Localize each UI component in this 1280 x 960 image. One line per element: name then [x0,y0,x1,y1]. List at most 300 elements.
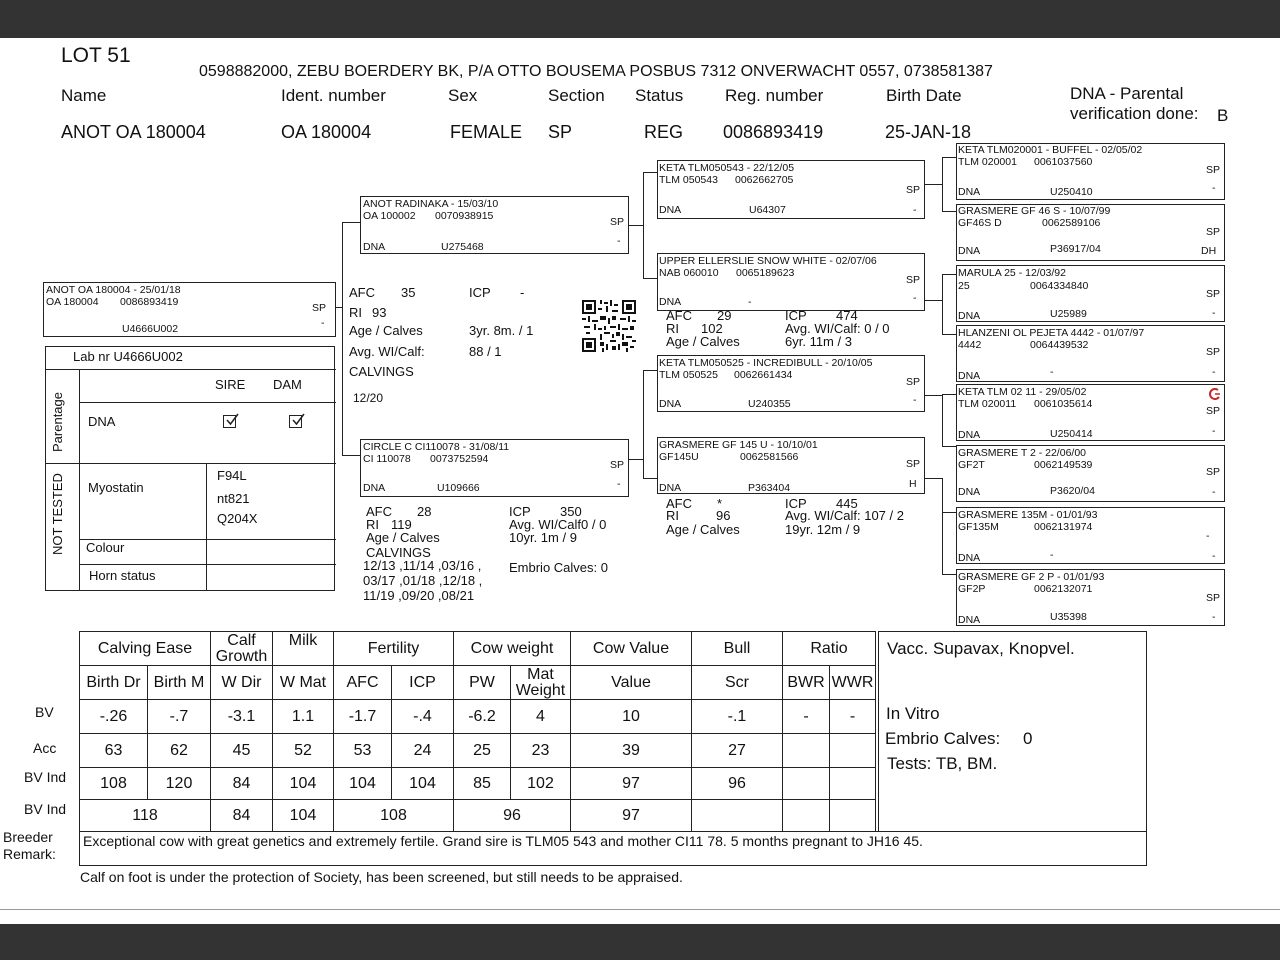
ggp-mark: - [1212,182,1216,194]
label-reg: Reg. number [725,86,824,105]
ggp-reg: 0061037560 [1034,156,1093,168]
ggp-mark: DH [1201,245,1217,257]
gp-mark: - [913,292,917,304]
ggp-dna-label: DNA [958,429,981,441]
gp-dna: P363404 [748,482,791,494]
label-sex: Sex [448,86,478,105]
connector [925,184,943,185]
divider [79,402,336,403]
ggp-section: - [1206,530,1210,542]
gp-dna: U240355 [748,398,791,410]
animal-ident: OA 180004 [46,296,99,308]
ggp-mark: - [1212,307,1216,319]
lab-dam-label: DAM [273,377,302,392]
col-w-mat: W Mat [273,666,334,700]
gp-age: 19yr. 12m / 9 [785,522,861,537]
bv-cell: 4 [511,700,571,734]
gp-mark: H [909,478,917,490]
parentage-label: Parentage [50,392,65,452]
qr-code-icon [582,300,636,352]
row-label-bv-ind-2: BV Ind [24,801,67,817]
ggp-reg: 0062149539 [1034,459,1093,471]
gp-dna-label: DNA [659,482,682,494]
bv-cell: -.1 [692,700,783,734]
ggp-section: SP [1206,592,1221,604]
bv-ind-row [80,768,876,800]
dam-embrio: Embrio Calves: 0 [509,560,608,575]
acc-cell: 23 [511,734,571,768]
ggp-box [956,325,1225,382]
sire-age-label: Age / Calves [349,323,423,338]
ggp-ident: GF2T [958,459,985,471]
value-name: ANOT OA 180004 [61,122,206,142]
gp-age-label: Age / Calves [666,522,740,537]
ind-cell: 97 [571,768,692,800]
connector [942,334,956,335]
myostatin-q204x: Q204X [217,511,258,526]
sire-afc: 35 [401,285,416,300]
group-cow-value: Cow Value [571,632,692,666]
group-bull: Bull [692,632,783,666]
acc-cell: 63 [80,734,148,768]
gp-ri-label: RI [666,321,679,336]
gp-dna-label: DNA [659,296,682,308]
breeder-label: Breeder [3,829,53,845]
gp-icp: 474 [836,308,858,323]
ind-cell: 120 [148,768,211,800]
ggp-box [956,384,1225,441]
acc-cell: 39 [571,734,692,768]
sire-mark: - [617,235,621,247]
sire-title: ANOT RADINAKA - 15/03/10 [363,198,499,210]
ggp-ident: 4442 [958,339,982,351]
gp-icp-label: ICP [785,496,807,511]
bv-cell: - [783,700,830,734]
gp-afc: 29 [717,308,732,323]
ind-cell: 104 [273,768,334,800]
ggp-section: SP [1206,346,1221,358]
in-vitro: In Vitro [886,704,940,723]
ggp-reg: 0064334840 [1030,280,1089,292]
acc-cell: 25 [454,734,511,768]
label-name: Name [61,86,107,105]
warning-badge-icon [1208,387,1222,401]
label-dna-2: verification done: [1070,104,1199,123]
connector [942,394,943,446]
gp-section: SP [906,274,921,286]
sire-icp: - [520,285,525,300]
sire-icp-label: ICP [469,285,491,300]
ggp-dna: U25989 [1050,308,1087,320]
connector [925,395,943,396]
gp-icp-label: ICP [785,308,807,323]
footer-note: Calf on foot is under the protection of Society, has been screened, but still needs to be appraised. [80,869,683,885]
dam-dna-checkbox [289,415,302,428]
gp-section: SP [906,376,921,388]
not-tested-label: NOT TESTED [50,473,65,555]
ggp-mark: - [1212,486,1216,498]
ggp-dna: P3620/04 [1050,485,1095,497]
ind2-cell: 84 [211,800,273,832]
acc-cell [830,734,876,768]
ind2-cell [783,800,830,832]
ggp-section: SP [1206,164,1221,176]
dam-mark: - [617,478,621,490]
gp-wi: Avg. WI/Calf: 0 / 0 [785,321,890,336]
ggp-title: GRASMERE GF 2 P - 01/01/93 [958,571,1105,583]
embrio-calves-count: 0 [1023,729,1033,748]
gp-box [657,437,925,494]
value-section: SP [548,122,573,142]
gp-dna: U64307 [749,204,786,216]
lab-results-box [45,346,335,591]
gp-box [657,355,925,412]
ggp-box [956,507,1225,564]
label-dna-1: DNA - Parental [1070,84,1184,103]
vaccinations: Vacc. Supavax, Knopvel. [887,639,1075,658]
gp-title: UPPER ELLERSLIE SNOW WHITE - 02/07/06 [659,255,877,267]
dam-icp-label: ICP [509,504,531,519]
gp-ri-label: RI [666,508,679,523]
lab-dna-label: DNA [88,414,116,429]
connector [643,370,644,478]
ind-cell: 102 [511,768,571,800]
ind2-cell: 108 [334,800,454,832]
col-mat-weight: Mat Weight [511,666,571,700]
divider [206,463,207,591]
colour-label: Colour [86,540,125,555]
ggp-title: HLANZENI OL PEJETA 4442 - 01/07/97 [958,327,1145,339]
gp-ri: 102 [701,321,723,336]
gp-afc-label: AFC [666,496,692,511]
sire-box [360,196,629,254]
ggp-dna: U250414 [1050,428,1093,440]
ggp-ident: GF135M [958,521,999,533]
ggp-dna-label: DNA [958,486,981,498]
ind2-cell: 97 [571,800,692,832]
gp-reg: 0065189623 [736,267,795,279]
myostatin-nt821: nt821 [217,491,250,506]
gp-title: GRASMERE GF 145 U - 10/10/01 [659,439,818,451]
bv-cell: -.7 [148,700,211,734]
top-bar [0,0,1280,38]
gp-afc-label: AFC [666,308,692,323]
col-icp: ICP [392,666,454,700]
bv-cell: 1.1 [273,700,334,734]
ggp-dna-label: DNA [958,552,981,564]
gp-section: SP [906,458,921,470]
ggp-reg: 0061035614 [1034,398,1093,410]
ggp-box [956,204,1225,261]
ggp-box [956,445,1225,502]
acc-cell: 24 [392,734,454,768]
ggp-dna: P36917/04 [1050,243,1101,255]
ggp-box [956,143,1225,200]
gp-dna-label: DNA [659,204,682,216]
tests: Tests: TB, BM. [887,754,998,773]
ind-cell [783,768,830,800]
bv-ind2-row [80,800,876,832]
dam-reg: 0073752594 [430,453,489,465]
dam-calvings-label: CALVINGS [366,545,431,560]
connector [942,446,956,447]
animal-reg: 0086893419 [120,296,179,308]
ggp-mark: - [1212,550,1216,562]
label-birth: Birth Date [886,86,962,105]
row-label-bv: BV [35,704,54,720]
ggp-reg: 0062589106 [1042,217,1101,229]
ind-cell: 104 [392,768,454,800]
ggp-section: SP [1206,466,1221,478]
connector [942,274,943,334]
dam-dna: U109666 [437,482,480,494]
animal-box [43,282,336,337]
value-ident: OA 180004 [281,122,372,142]
ind2-cell [830,800,876,832]
ggp-title: GRASMERE GF 46 S - 10/07/99 [958,205,1111,217]
acc-cell [783,734,830,768]
bv-cell: -.4 [392,700,454,734]
ggp-reg: 0064439532 [1030,339,1089,351]
col-value: Value [571,666,692,700]
value-birth: 25-JAN-18 [885,122,972,142]
connector [925,478,943,479]
connector [342,222,360,223]
value-reg: 0086893419 [723,122,824,142]
gp-ident: GF145U [659,451,699,463]
gp-title: KETA TLM050543 - 22/12/05 [659,162,795,174]
value-sex: FEMALE [450,122,523,142]
ind2-cell: 96 [454,800,571,832]
sire-wi: 88 / 1 [469,344,502,359]
dam-dna-label: DNA [363,482,386,494]
connector [942,394,956,395]
col-bwr: BWR [783,666,830,700]
group-cow-weight: Cow weight [454,632,571,666]
ind2-cell [692,800,783,832]
gp-ri: 96 [716,508,731,523]
gp-reg: 0062581566 [740,451,799,463]
owner-info: 0598882000, ZEBU BOERDERY BK, P/A OTTO BOUSEMA POSBUS 7312 ONVERWACHT 0557, 0738581387 [199,63,993,80]
connector [629,459,644,460]
gp-afc: * [717,496,723,511]
row-label-acc: Acc [33,740,57,756]
horn-status-label: Horn status [89,568,156,583]
myostatin-label: Myostatin [88,480,144,495]
bv-cell: -6.2 [454,700,511,734]
connector [942,574,956,575]
dam-afc: 28 [417,504,432,519]
dam-box [360,439,629,497]
group-milk: Milk [273,632,334,666]
col-afc: AFC [334,666,392,700]
sire-ri: 93 [372,305,387,320]
ggp-dna-label: DNA [958,614,981,626]
sire-age: 3yr. 8m. / 1 [469,323,534,338]
ggp-title: KETA TLM020001 - BUFFEL - 02/05/02 [958,144,1143,156]
group-ratio: Ratio [783,632,876,666]
connector [643,278,657,279]
gp-ident: TLM 050543 [659,174,718,186]
ind2-cell: 104 [273,800,334,832]
lab-number: Lab nr U4666U002 [73,349,183,364]
myostatin-f94l: F94L [217,468,247,483]
ggp-reg: 0062132071 [1034,583,1093,595]
divider [79,564,336,565]
connector [342,222,343,455]
ggp-ident: GF2P [958,583,986,595]
sire-dna-label: DNA [363,241,386,253]
bv-cell: -3.1 [211,700,273,734]
col-w-dir: W Dir [211,666,273,700]
ggp-title: GRASMERE T 2 - 22/06/00 [958,447,1087,459]
dam-ident: CI 110078 [363,453,411,465]
acc-cell: 52 [273,734,334,768]
embrio-calves-label: Embrio Calves: [885,729,1001,748]
bv-cell: -1.7 [334,700,392,734]
col-pw: PW [454,666,511,700]
divider [46,463,336,464]
connector [643,478,657,479]
sire-ri-label: RI [349,305,362,320]
gp-title: KETA TLM050525 - INCREDIBULL - 20/10/05 [659,357,873,369]
bv-row [80,700,876,734]
ind-cell [830,768,876,800]
group-calf-growth: Calf Growth [211,632,273,666]
acc-row [80,734,876,768]
label-ident: Ident. number [281,86,386,105]
sire-dna-checkbox [223,415,236,428]
dam-ri-label: RI [366,517,379,532]
dam-calvings-2: 03/17 ,01/18 ,12/18 , [363,573,483,588]
ggp-ident: TLM 020011 [958,398,1017,410]
connector [942,157,956,158]
ggp-ident: TLM 020001 [958,156,1017,168]
sire-calvings: 12/20 [353,391,384,405]
ind-cell: 85 [454,768,511,800]
connector [643,370,657,371]
label-section: Section [548,86,605,105]
gp-icp: 445 [836,496,858,511]
ggp-section: SP [1206,226,1221,238]
sire-dna: U275468 [441,241,484,253]
ggp-dna-label: DNA [958,370,981,382]
acc-cell: 27 [692,734,783,768]
connector [942,211,956,212]
connector [336,307,343,308]
ind2-cell: 118 [80,800,211,832]
animal-dna: U4666U002 [122,323,179,335]
ind-cell: 104 [334,768,392,800]
gp-section: SP [906,184,921,196]
ind-cell: 108 [80,768,148,800]
ggp-ident: GF46S D [958,217,1002,229]
sire-afc-label: AFC [349,285,375,300]
gp-mark: - [913,394,917,406]
gp-reg: 0062661434 [734,369,793,381]
connector [942,274,956,275]
ggp-ident: 25 [958,280,970,292]
connector [942,478,943,574]
ggp-box [956,265,1225,322]
connector [342,455,360,456]
ggp-dna: - [1050,549,1054,561]
value-dna: B [1217,106,1229,125]
ggp-box [956,569,1225,626]
connector [629,225,644,226]
breeder-remark-box [79,831,1147,866]
gp-dna: - [748,296,752,308]
ggp-dna: U250410 [1050,186,1093,198]
gp-box [657,253,925,311]
ggp-mark: - [1212,611,1216,623]
gp-reg: 0062662705 [735,174,794,186]
ind-cell: 84 [211,768,273,800]
gp-ident: TLM 050525 [659,369,718,381]
gp-dna-label: DNA [659,398,682,410]
dam-calvings-1: 12/13 ,11/14 ,03/16 , [363,558,482,573]
ggp-dna-label: DNA [958,186,981,198]
remark-label: Remark: [3,846,56,862]
dam-ri: 119 [391,517,412,532]
dam-icp: 350 [560,504,582,519]
ggp-section: SP [1206,405,1221,417]
dam-age-label: Age / Calves [366,530,440,545]
dam-section: SP [610,459,625,471]
bv-cell: -.26 [80,700,148,734]
col-birth-dr: Birth Dr [80,666,148,700]
gp-wi: Avg. WI/Calf: 107 / 2 [785,508,904,523]
ggp-title: KETA TLM 02 11 - 29/05/02 [958,386,1087,398]
dam-calvings-3: 11/19 ,09/20 ,08/21 [363,588,475,603]
divider [0,909,1280,910]
acc-cell: 45 [211,734,273,768]
gp-box [657,160,925,219]
animal-section: SP [312,302,327,314]
gp-ident: NAB 060010 [659,267,719,279]
ggp-title: GRASMERE 135M - 01/01/93 [958,509,1098,521]
animal-mark: - [321,317,325,329]
bottom-bar [0,924,1280,960]
lot-number: LOT 51 [61,44,131,67]
col-wwr: WWR [830,666,876,700]
dam-title: CIRCLE C CI110078 - 31/08/11 [363,441,510,453]
ggp-section: SP [1206,288,1221,300]
value-status: REG [644,122,684,142]
acc-cell: 53 [334,734,392,768]
sire-section: SP [610,216,625,228]
notes-panel [878,631,1147,832]
label-status: Status [635,86,684,105]
gp-mark: - [913,204,917,216]
group-calving-ease: Calving Ease [80,632,211,666]
connector [942,512,956,513]
ggp-dna-label: DNA [958,310,981,322]
divider [46,369,336,370]
bv-cell: - [830,700,876,734]
col-birth-m: Birth M [148,666,211,700]
ggp-dna: U35398 [1050,611,1087,623]
ggp-mark: - [1212,366,1216,378]
group-fertility: Fertility [334,632,454,666]
ggp-dna-label: DNA [958,245,981,257]
sire-ident: OA 100002 [363,210,416,222]
gp-age-label: Age / Calves [666,334,740,349]
ggp-dna: - [1050,366,1054,378]
connector [643,172,657,173]
ggp-mark: - [1212,425,1216,437]
dam-age: 10yr. 1m / 9 [509,530,577,545]
